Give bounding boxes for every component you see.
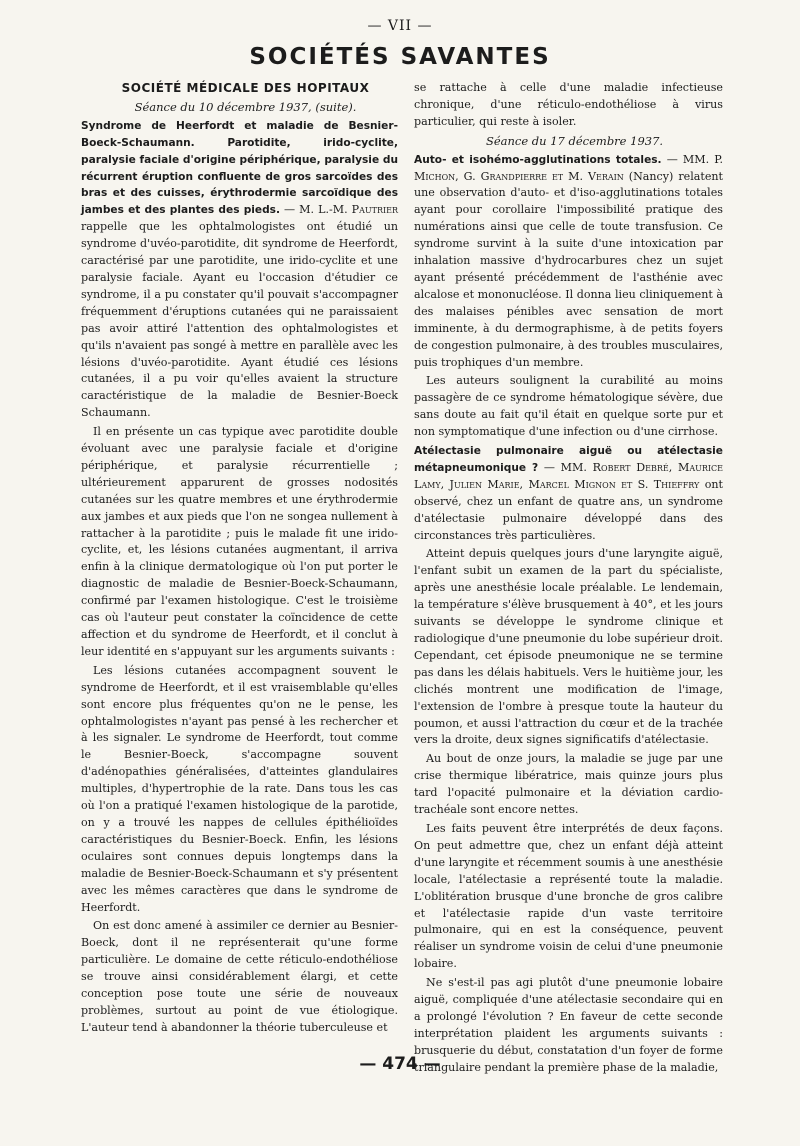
left-column (81, 80, 398, 1039)
article-title-heerfordt: Syndrome de Heerfordt et maladie de Besnier-Boeck-Schaumann. Parotidite, irido-cyclite, paralysie faciale d'origine périphérique, paralysie du récurrent éruption confluente de gros sarcoïdes des bras et des cuisses, érythrodermie sarcoïdique des jambes et des plantes des pieds. (81, 119, 398, 217)
article-agglutinations-intro (414, 152, 723, 372)
paragraph: Ne s'est-il pas agi plutôt d'une pneumonie lobaire aiguë, compliquée d'une atélectasie secondaire qui en a prolongé l'évolution ? En faveur de cette seconde interprétation plaident les arguments suivants : brusquerie du début, constatation d'un foyer de forme triangulaire pendant la première phase de la maladie, (414, 976, 723, 1074)
paragraph-text: relatent une observation d'auto- et d'iso-agglutinations totales ayant pour corollaire l'impossibilité pratique des numérations ainsi que celle de toute transfusion. Ce syndrome survint à la suite d'une intoxication par inhalation massive d'hydrocarbures chez un sujet ayant présenté précédemment de l'asthénie avec alcalose et mononucléose. Il donna lieu cliniquement à des malaises pénibles avec sensation de mort imminente, à du dermographisme, à de petits foyers de congestion pulmonaire, à des troubles musculaires, puis trophiques d'un membre. (414, 169, 723, 369)
paragraph: Il en présente un cas typique avec parotidite double évoluant avec une paralysie faciale et d'origine périphérique, et paralysie récurrentielle ; ultérieurement apparurent de grosses nodosités cutanées sur les quatre membres et une érythrodermie aux jambes et aux pieds que l'on ne songea nullement à rattacher à la parotidite ; puis le malade fit une irido-cyclite, et, les lésions cutanées augmentant, il arriva enfin à la clinique dermatologique où l'on put porter le diagnostic de maladie de Besnier-Boeck-Schaumann, confirmé par l'examen histologique. C'est le troisième cas où l'auteur peut constater la coïncidence de cette affection et du syndrome de Heerfordt, et il conclut à leur identité en s'appuyant sur les arguments suivants : (81, 425, 398, 658)
article-atelectasie-intro (414, 443, 723, 544)
article-title-agglutinations: Auto- et isohémo-agglutinations totales. (414, 153, 662, 166)
author-names: Robert Debré, Maurice Lamy, Julien Marie, Marcel Mignon et S. Thieffry (414, 460, 723, 491)
seance-date-1: Séance du 10 décembre 1937, (suite). (134, 99, 357, 114)
page-number: — 474 — (359, 1054, 441, 1074)
paragraph: Atteint depuis quelques jours d'une laryngite aiguë, l'enfant subit un examen de la part du spécialiste, après une anesthésie locale préalable. Le lendemain, la température s'élève brusquement à 40°, et les jours suivants se développe le syndrome clinique et radiologique d'une pneumonie du lobe supérieur droit. Cependant, cet épisode pneumonique ne se termine pas dans les délais habituels. Vers le huitième jour, les clichés montrent une modification de l'image, l'extension de l'ombre à presque toute la hauteur du poumon, et aussi l'attraction du cœur et de la trachée vers la droite, deux signes significatifs d'atélectasie. (414, 547, 723, 747)
author-place: (Nancy) (623, 169, 674, 183)
paragraph: Les lésions cutanées accompagnent souvent le syndrome de Heerfordt, et il est vraisemblable qu'elles sont encore plus fréquentes qu'on ne le pense, les ophtalmologistes n'ayant pas pensé à les rechercher et à les signaler. Le syndrome de Heerfordt, tout comme le Besnier-Boeck, s'accompagne souvent d'adénopathies généralisées, d'atteintes glandulaires multiples, d'hypertrophie de la rate. Dans tous les cas où l'on a pratiqué l'examen histologique de la parotide, on y a trouvé les nappes de cellules épithélioïdes caractéristiques du Besnier-Boeck. Enfin, les lésions oculaires sont connues depuis longtemps dans la maladie de Besnier-Boeck-Schaumann et s'y présentent avec les mêmes caractères que dans le syndrome de Heerfordt. (81, 663, 398, 914)
author-prefix: — M. (280, 203, 319, 217)
paragraph: On est donc amené à assimiler ce dernier au Besnier-Boeck, dont il ne représenterait qu'une forme particulière. Le domaine de cette réticulo-endothéliose se trouve ainsi considérablement élargi, et cette conception pose toute une série de nouveaux problèmes, surtout au point de vue étiologique. L'auteur tend à abandonner la théorie tuberculeuse et (81, 919, 398, 1034)
right-column (414, 80, 723, 1079)
author-prefix: — MM. (538, 460, 593, 474)
paragraph-text: ont observé, chez un enfant de quatre ans, un syndrome d'atélectasie pulmonaire développé dans des circonstances très particulières. (414, 477, 723, 542)
paragraph-text: rappelle que les ophtalmologistes ont étudié un syndrome d'uvéo-parotidite, dit syndrome de Heerfordt, caractérisé par une parotidite, une irido-cyclite et une paralysie faciale. Ayant eu l'occasion d'étudier ce syndrome, il a pu constater qu'il pouvait s'accompagner fréquemment d'éruptions cutanées qui ne paraissaient pas avoir attiré l'attention des ophtalmologistes et qu'ils n'avaient pas songé à mettre en parallèle avec les lésions d'uvéo-parotidite. Ayant étudié ces lésions cutanées, il a pu voir qu'elles avaient la structure caractéristique de la maladie de Besnier-Boeck Schaumann. (81, 220, 398, 420)
author-names: P. Michon, G. Grandpierre et M. Verain (414, 152, 723, 183)
section-title: SOCIÉTÉS SAVANTES (249, 44, 551, 70)
continuation-paragraph: se rattache à celle d'une maladie infectieuse chronique, d'une réticulo-endothéliose à virus particulier, qui reste à isoler. (414, 81, 723, 128)
paragraph: Les faits peuvent être interprétés de deux façons. On peut admettre que, chez un enfant déjà atteint d'une laryngite et récemment soumis à une anesthésie locale, l'atélectasie a représenté toute la maladie. L'oblitération brusque d'une bronche de gros calibre et l'atélectasie rapide d'un vaste territoire pulmonaire, qui en est la conséquence, peuvent réaliser un syndrome voisin de celui d'une pneumonie lobaire. (414, 821, 723, 971)
author-prefix: — MM. (661, 152, 715, 166)
society-heading: SOCIÉTÉ MÉDICALE DES HOPITAUX (121, 81, 370, 95)
paragraph: Les auteurs soulignent la curabilité au moins passagère de ce syndrome hématologique sévère, due sans doute au fait qu'il était en quelque sorte pur et non symptomatique d'une infection ou d'une cirrhose. (414, 374, 723, 439)
paragraph: Au bout de onze jours, la maladie se juge par une crise thermique libératrice, mais quinze jours plus tard l'opacité pulmonaire et la déviation cardio-trachéale sont encore nettes. (414, 752, 723, 817)
roman-page-number: — VII — (367, 18, 433, 34)
author-name: L.-M. Pautrier (318, 203, 398, 217)
article-heerfordt-intro (81, 118, 398, 422)
seance-date-2: Séance du 17 décembre 1937. (485, 133, 664, 148)
article-title-atelectasie: Atélectasie pulmonaire aiguë ou atélectasie métapneumonique ? (414, 445, 723, 474)
